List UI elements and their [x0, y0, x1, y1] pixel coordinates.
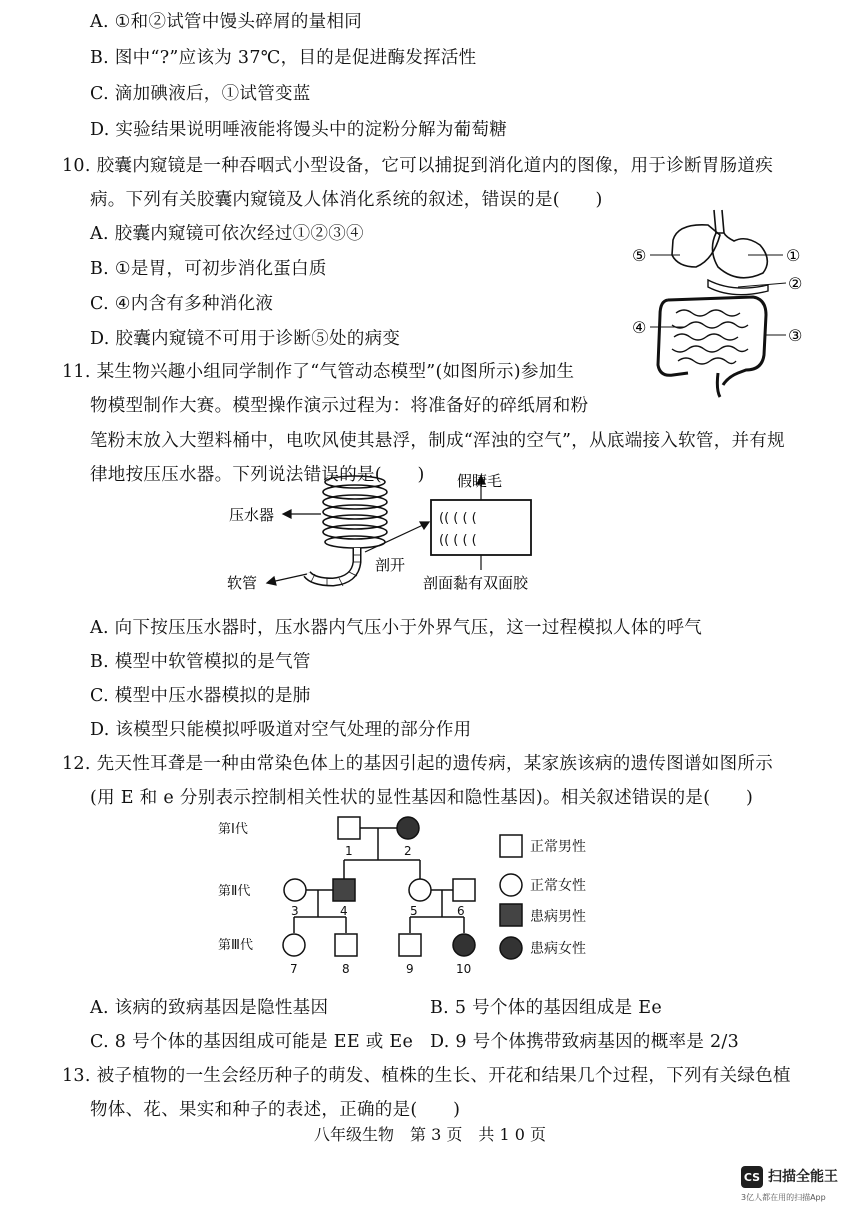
generation-1-label: 第Ⅰ代 [218, 822, 248, 837]
individual-8: 8 [342, 962, 350, 976]
cilia-label: 假睫毛 [457, 472, 503, 490]
label-4: ④ [632, 318, 647, 337]
q12-option-b: B. 5 号个体的基因组成是 Ee [430, 998, 662, 1018]
q12-stem-line1: 12. 先天性耳聋是一种由常染色体上的基因引起的遗传病，某家族该病的遗传图谱如图所示 [62, 754, 773, 774]
q11-option-d: D. 该模型只能模拟呼吸道对空气处理的部分作用 [90, 720, 472, 740]
individual-9: 9 [406, 962, 414, 976]
q10-stem-line2: 病。下列有关胶囊内窥镜及人体消化系统的叙述，错误的是( ) [90, 190, 603, 210]
pedigree-figure [200, 805, 620, 985]
q10-stem-line1: 10. 胶囊内窥镜是一种吞咽式小型设备，它可以捕捉到消化道内的图像，用于诊断胃肠道疾 [62, 156, 773, 176]
generation-3-label: 第Ⅲ代 [218, 938, 253, 953]
q11-option-c: C. 模型中压水器模拟的是肺 [90, 686, 311, 706]
label-2: ② [788, 274, 803, 293]
legend-affected-female: 患病女性 [530, 941, 586, 957]
q11-option-b: B. 模型中软管模拟的是气管 [90, 652, 311, 672]
individual-2: 2 [404, 844, 412, 858]
q13-stem-line2: 物体、花、果实和种子的表述，正确的是( ) [90, 1100, 461, 1120]
q10-option-a: A. 胶囊内窥镜可依次经过①②③④ [90, 224, 364, 244]
tube-label: 软管 [227, 574, 258, 592]
individual-3: 3 [291, 904, 299, 918]
q11-stem-line2: 物模型制作大赛。模型操作演示过程为：将准备好的碎纸屑和粉 [90, 396, 589, 416]
page-footer: 八年级生物 第 3 页 共 1 0 页 [314, 1125, 546, 1144]
q13-stem-line1: 13. 被子植物的一生会经历种子的萌发、植株的生长、开花和结果几个过程，下列有关绿色植 [62, 1066, 791, 1086]
q10-option-b: B. ①是胃，可初步消化蛋白质 [90, 259, 327, 279]
q9-option-b: B. 图中“?”应该为 37℃，目的是促进酶发挥活性 [90, 48, 477, 68]
section-label: 剖面黏有双面胶 [423, 574, 529, 592]
legend-normal-female: 正常女性 [530, 878, 586, 894]
q11-stem-line4: 律地按压压水器。下列说法错误的是( ) [90, 465, 425, 485]
q12-stem-line2: (用 E 和 e 分别表示控制相关性状的显性基因和隐性基因)。相关叙述错误的是( ) [90, 788, 754, 808]
q10-option-d: D. 胶囊内窥镜不可用于诊断⑤处的病变 [90, 329, 401, 349]
individual-1: 1 [345, 844, 353, 858]
label-3: ③ [788, 326, 803, 345]
q11-stem-line3: 笔粉末放入大塑料桶中，电吹风使其悬浮，制成“浑浊的空气”，从底端接入软管，并有规 [90, 431, 785, 451]
digestive-system-figure [628, 205, 808, 400]
pump-label: 压水器 [229, 506, 275, 524]
scanner-app-name: 扫描全能王 [768, 1169, 838, 1185]
q12-option-d: D. 9 号个体携带致病基因的概率是 2/3 [430, 1032, 740, 1052]
individual-7: 7 [290, 962, 298, 976]
scanner-logo-icon: CS [741, 1166, 763, 1188]
q11-stem-line1: 11. 某生物兴趣小组同学制作了“气管动态模型”(如图所示)参加生 [62, 362, 575, 382]
q12-option-c: C. 8 号个体的基因组成可能是 EE 或 Ee [90, 1032, 414, 1052]
q10-option-c: C. ④内含有多种消化液 [90, 294, 274, 314]
airway-model-figure [225, 470, 565, 600]
label-5: ⑤ [632, 246, 647, 265]
q9-option-a: A. ①和②试管中馒头碎屑的量相同 [90, 12, 363, 32]
q12-option-a: A. 该病的致病基因是隐性基因 [90, 998, 329, 1018]
scanner-tagline: 3亿人都在用的扫描App [741, 1193, 826, 1202]
cut-label: 剖开 [375, 556, 406, 574]
svg-text:(( ( ( (: (( ( ( ( [439, 511, 477, 526]
q9-option-c: C. 滴加碘液后，①试管变蓝 [90, 84, 311, 104]
individual-5: 5 [410, 904, 418, 918]
q9-option-d: D. 实验结果说明唾液能将馒头中的淀粉分解为葡萄糖 [90, 120, 508, 140]
individual-6: 6 [457, 904, 465, 918]
q11-option-a: A. 向下按压压水器时，压水器内气压小于外界气压，这一过程模拟人体的呼气 [90, 618, 703, 638]
generation-2-label: 第Ⅱ代 [218, 884, 251, 899]
label-1: ① [786, 246, 801, 265]
individual-4: 4 [340, 904, 348, 918]
legend-normal-male: 正常男性 [530, 839, 586, 855]
svg-text:(( ( ( (: (( ( ( ( [439, 533, 477, 548]
individual-10: 10 [456, 962, 472, 976]
legend-affected-male: 患病男性 [530, 909, 586, 925]
